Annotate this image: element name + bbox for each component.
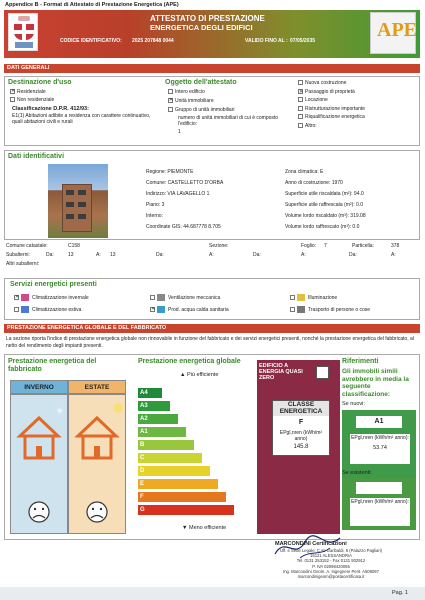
piano-text: Piano: 3 xyxy=(146,202,165,208)
service-item: Climatizzazione estiva xyxy=(14,306,81,313)
location-block xyxy=(146,167,223,233)
arrow-up-icon: ▲ xyxy=(180,372,187,378)
inverno-header: INVERNO xyxy=(10,380,68,394)
banner-subtitle: ENERGETICA DEGLI EDIFICI xyxy=(150,23,253,32)
nuovi-ep-box xyxy=(350,434,410,464)
zona-text: Zona climatica: E xyxy=(285,169,324,175)
reason-item: Riqualificazione energetica xyxy=(298,113,365,122)
sup-risc-text: Superficie utile riscaldata (m²): 94.0 xyxy=(285,191,364,197)
intero-edificio-option: Intero edificio xyxy=(168,89,205,95)
indirizzo-text: Indirizzo: VIA LAVAGELLO 1 xyxy=(146,191,210,197)
energy-class-bar: A1 xyxy=(138,427,186,437)
energy-class-bar: B xyxy=(138,440,194,450)
destinazione-title: Destinazione d'uso xyxy=(8,79,72,86)
arrow-down-icon: ▼ xyxy=(182,525,189,531)
reason-item: ✕Passaggio di proprietà xyxy=(298,88,365,97)
checkbox-icon xyxy=(290,295,295,300)
checkbox-icon xyxy=(298,89,303,94)
house-icons xyxy=(10,394,126,534)
regione-text: Regione: PIEMONTE xyxy=(146,169,194,175)
reason-item: Locazione xyxy=(298,96,365,105)
classificazione-text: E1(1) Abitazioni adibite a residenza con carattere continuativo, quali abitazioni civili e rurali xyxy=(12,113,151,125)
checkbox-icon xyxy=(298,123,303,128)
checkbox-icon xyxy=(14,307,19,312)
cooling-icon xyxy=(21,306,29,313)
checkbox-icon xyxy=(10,89,15,94)
nuovi-ep-label: EPgl,nren (kWh/m² anno): xyxy=(351,435,409,441)
gruppo-unita-option: Gruppo di unità immobiliari xyxy=(168,107,234,113)
service-item: Ventilazione meccanica xyxy=(150,294,220,301)
technical-block xyxy=(285,167,366,233)
classificazione-label: Classificazione D.P.R. 412/93: xyxy=(12,106,89,112)
nuovi-class: A1 xyxy=(356,416,402,428)
page-number: Pag. 1 xyxy=(392,590,408,596)
checkbox-icon xyxy=(150,295,155,300)
energy-class-bar: D xyxy=(138,466,210,476)
service-item: Trasporto di persone o cose xyxy=(290,306,370,313)
signature xyxy=(270,532,350,562)
elevator-icon xyxy=(297,306,305,313)
section-prestazione: PRESTAZIONE ENERGETICA GLOBALE E DEL FABBRICATO xyxy=(4,324,420,333)
gis-text: Coordinate GIS: 44.687778 8.705 xyxy=(146,224,221,230)
motivazione-list xyxy=(298,79,365,130)
classe-value: F xyxy=(298,419,304,426)
checkbox-icon xyxy=(150,307,155,312)
units-label: numero di unità immobiliari di cui è composto l'edificio: xyxy=(178,115,279,127)
checkbox-icon xyxy=(168,107,173,112)
energy-class-bar: G xyxy=(138,505,234,515)
classe-label: CLASSE ENERGETICA xyxy=(273,401,329,416)
summer-house-icon xyxy=(78,403,123,458)
lighting-icon xyxy=(297,294,305,301)
checkbox-icon xyxy=(10,97,15,102)
oggetto-title: Oggetto dell'attestato xyxy=(165,79,237,86)
esistenti-ep-label: EPgl,nren (kWh/m² anno): xyxy=(351,499,409,505)
energy-class-bar: C xyxy=(138,453,202,463)
fabbricato-title: Prestazione energetica del fabbricato xyxy=(8,358,97,373)
sup-raff-text: Superficie utile raffrescata (m²): 0.0 xyxy=(285,202,363,208)
classe-box xyxy=(272,400,330,456)
ape-logo: APE xyxy=(370,12,416,54)
ep-label: EPgl,nren (kWh/m² anno) xyxy=(279,430,323,442)
energy-class-bar: F xyxy=(138,492,226,502)
comune-text: Comune: CASTELLETTO D'ORBA xyxy=(146,180,224,186)
appendix-title: Appendice B - Format di Attestato di Prestazione Energetica (APE) xyxy=(5,2,179,8)
non-residenziale-option: Non residenziale xyxy=(10,97,54,103)
nzeb-checkbox xyxy=(316,366,329,379)
nzeb-label: EDIFICIO A ENERGIA QUASI ZERO xyxy=(259,363,303,381)
energy-class-bar: A3 xyxy=(138,401,170,411)
checkbox-icon xyxy=(298,106,303,111)
valid-label: VALIDO FINO AL : xyxy=(245,38,288,44)
stamp-lines: Uff. e Sede Legale: C.so Garibaldi, 5 (Palazzo Pagliari) 15121 ALESSANDRIA Tel. 0131 253152 - Fax 0131 502912 P. IVA 02098420065 Ing. Marcondini Geom. A. Ingegnere Perit. A508097 marcondinigeom@postacertificata.it xyxy=(279,548,383,580)
piu-efficiente: ▲ Più efficiente xyxy=(180,372,219,378)
vol-risc-text: Volume lordo riscaldato (m³): 319.08 xyxy=(285,213,366,219)
checkbox-icon xyxy=(298,97,303,102)
hot-water-icon xyxy=(157,306,165,313)
interno-text: Interno: xyxy=(146,213,163,219)
code-label: CODICE IDENTIFICATIVO: xyxy=(60,38,122,44)
checkbox-icon xyxy=(290,307,295,312)
code-value: 2025 207848 0044 xyxy=(132,38,174,44)
reason-item: Altro: xyxy=(298,122,365,131)
checkbox-icon xyxy=(14,295,19,300)
sad-face-icon xyxy=(87,502,107,522)
ep-value: 145.8 xyxy=(293,444,309,450)
checkbox-icon xyxy=(298,80,303,85)
ident-title: Dati identificativi xyxy=(8,153,65,160)
services-title: Servizi energetici presenti xyxy=(10,281,97,288)
altri-subalterni: Altri subalterni: xyxy=(6,261,40,267)
heating-icon xyxy=(21,294,29,301)
energy-class-bar: A2 xyxy=(138,414,178,424)
service-item: Illuminazione xyxy=(290,294,337,301)
checkbox-icon xyxy=(298,114,303,119)
ventilation-icon xyxy=(157,294,165,301)
region-logo xyxy=(8,13,38,51)
service-item: ✕Climatizzazione invernale xyxy=(14,294,89,301)
units-value: 1 xyxy=(178,129,181,135)
esistenti-class xyxy=(356,482,402,494)
unita-immobiliare-option: ✕Unità immobiliare xyxy=(168,98,214,104)
service-item: ✕Prod. acqua calda sanitaria xyxy=(150,306,229,313)
anno-text: Anno di costruzione: 1970 xyxy=(285,180,343,186)
perf-intro: La sezione riporta l'indice di prestazione energetica globale non rinnovabile in funzione del fabbricato e dei servizi energetici presenti, nonché la prestazione energetica del fabbricato, al netto del rendimento degli impianti presenti. xyxy=(6,336,414,349)
nuovi-ep-value: 53.74 xyxy=(373,444,387,451)
winter-house-icon xyxy=(20,406,64,458)
esistenti-label: Se esistenti: xyxy=(342,470,372,476)
riferimenti-subtitle: Gli immobili simili avrebbero in media la seguente classificazione: xyxy=(342,368,409,398)
stamp-company: MARCONDINI Certificazioni xyxy=(275,541,347,547)
banner-title: ATTESTATO DI PRESTAZIONE xyxy=(150,14,265,23)
esistenti-ep-box xyxy=(350,498,410,526)
meno-efficiente: ▼ Meno efficiente xyxy=(182,525,227,531)
checkbox-icon xyxy=(168,98,173,103)
energy-class-bar: E xyxy=(138,479,218,489)
estate-header: ESTATE xyxy=(68,380,126,394)
riferimenti-title: Riferimenti xyxy=(342,358,379,365)
valid-value: 07/05/2035 xyxy=(290,38,316,44)
vol-raff-text: Volume lordo raffrescato (m³): 0.0 xyxy=(285,224,360,230)
footer-bar xyxy=(0,587,425,600)
building-photo xyxy=(48,164,108,238)
section-dati-generali: DATI GENERALI xyxy=(4,64,420,73)
svg-text:✳: ✳ xyxy=(56,406,64,416)
reason-item: Ristrutturazione importante xyxy=(298,105,365,114)
residenziale-option: ✕Residenziale xyxy=(10,89,46,95)
reason-item: Nuova costruzione xyxy=(298,79,365,88)
energy-class-bar: A4 xyxy=(138,388,162,398)
nuovi-label: Se nuovi: xyxy=(342,401,365,407)
globale-title: Prestazione energetica globale xyxy=(138,358,241,365)
sad-face-icon xyxy=(29,502,49,522)
checkbox-icon xyxy=(168,89,173,94)
